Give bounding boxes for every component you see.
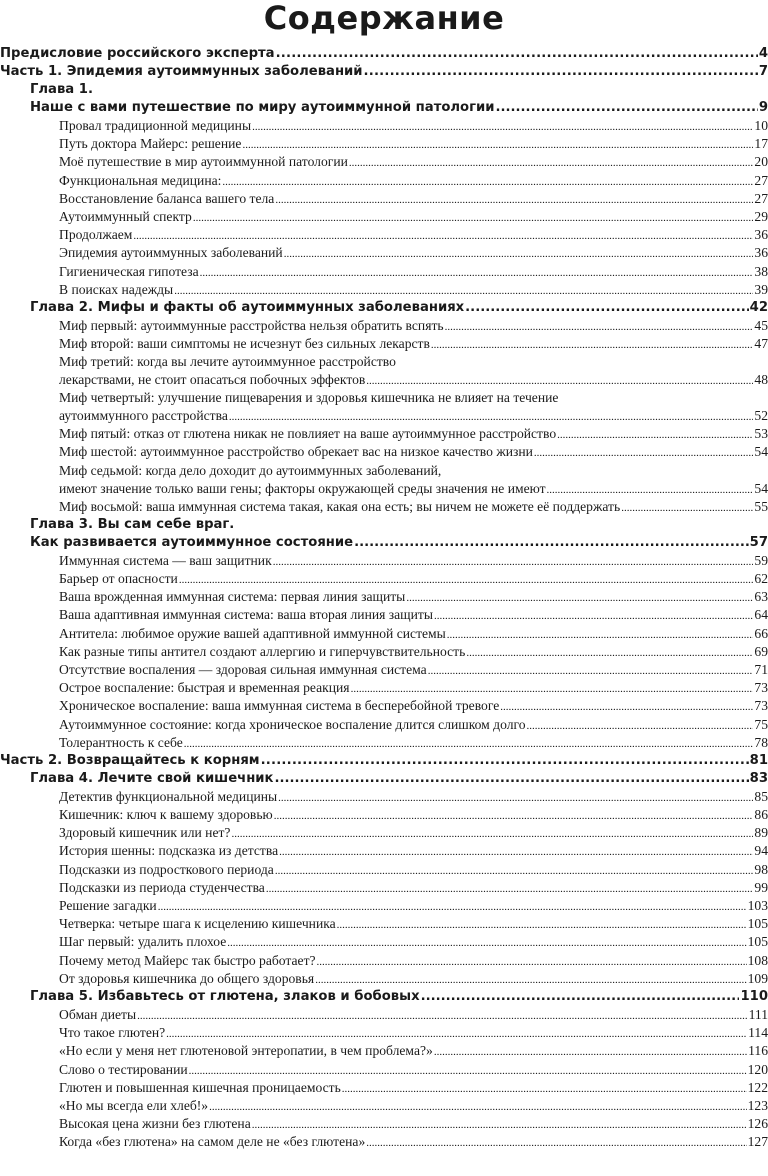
toc-entry-title: Предисловие российского эксперта <box>0 46 275 61</box>
toc-entry-page-number: 98 <box>754 861 768 877</box>
dot-leader <box>276 45 758 63</box>
dot-leader <box>242 136 753 153</box>
toc-entry-sec <box>0 226 768 244</box>
dot-leader <box>557 426 753 443</box>
dot-leader <box>166 1025 747 1042</box>
dot-leader <box>133 227 753 244</box>
toc-entry-title: Здоровый кишечник или нет? <box>59 825 231 841</box>
toc-entry-title: Моё путешествие в мир аутоиммунной патологии <box>59 154 348 170</box>
toc-entry-page-number: 42 <box>749 299 768 315</box>
dot-leader <box>354 534 749 552</box>
dot-leader <box>252 1116 747 1133</box>
toc-entry-part <box>0 45 768 63</box>
dot-leader <box>349 154 754 171</box>
toc-entry-page-number: 120 <box>747 1061 768 1077</box>
toc-entry-page-number: 27 <box>754 190 768 206</box>
dot-leader <box>275 770 749 788</box>
toc-entry-title: Путь доктора Майерс: решение <box>59 136 242 152</box>
toc-entry-page-number: 122 <box>747 1079 768 1095</box>
toc-entry-sec <box>0 462 768 498</box>
toc-entry-sec <box>0 208 768 226</box>
toc-entry-sec <box>0 153 768 171</box>
toc-entry-page-number: 10 <box>754 118 768 133</box>
toc-entry-title: Как развивается аутоиммунное состояние <box>30 534 354 550</box>
toc-entry-title: Ваша адаптивная иммунная система: ваша вторая линия защиты <box>59 607 433 623</box>
toc-entry-title: От здоровья кишечника до общего здоровья <box>59 970 315 986</box>
toc-entry-sec <box>0 1079 768 1097</box>
toc-entry-sec <box>0 317 768 335</box>
toc-entry-page-number: 83 <box>749 770 768 786</box>
toc-entry-page-number: 126 <box>747 1116 768 1132</box>
toc-entry-title: Что такое глютен? <box>59 1025 166 1041</box>
toc-entry-page-number: 73 <box>754 680 768 696</box>
toc-entry-title: Часть 1. Эпидемия аутоиммунных заболеваний <box>0 64 363 79</box>
dot-leader <box>434 1043 747 1060</box>
toc-entry-page-number: 114 <box>748 1025 768 1041</box>
toc-entry-sec <box>0 861 768 879</box>
dot-leader <box>406 589 753 606</box>
toc-entry-title: Хроническое воспаление: ваша иммунная система в бесперебойной тревоге <box>59 698 500 714</box>
toc-entry-first-line: Миф седьмой: когда дело доходит до аутоиммунных заболеваний, <box>59 462 442 478</box>
dot-leader <box>534 444 754 461</box>
toc-entry-sec <box>0 915 768 933</box>
toc-entry-title: Продолжаем <box>59 227 133 243</box>
toc-entry-page-number: 7 <box>758 64 768 79</box>
dot-leader <box>279 843 753 860</box>
toc-entry-page-number: 54 <box>754 444 768 460</box>
toc-entry-title: Детектив функциональной медицины <box>59 788 278 804</box>
toc-entry-page-number: 89 <box>754 825 768 841</box>
dot-leader <box>447 626 754 643</box>
dot-leader <box>421 988 740 1006</box>
dot-leader <box>496 99 758 117</box>
dot-leader <box>500 698 753 715</box>
toc-entry-page-number: 47 <box>754 336 768 352</box>
toc-entry-page-number: 86 <box>754 807 768 823</box>
toc-entry-first-line: Миф четвертый: улучшение пищеварения и здоровья кишечника не влияет на течение <box>59 390 559 406</box>
toc-entry-page-number: 48 <box>754 372 768 388</box>
toc-entry-page-number: 81 <box>749 752 768 768</box>
toc-entry-sec <box>0 498 768 516</box>
toc-entry-title: Провал традиционной медицины <box>59 118 252 133</box>
toc-entry-title: Четверка: четыре шага к исцелению кишечника <box>59 916 336 932</box>
toc-entry-sec <box>0 389 768 425</box>
toc-entry-page-number: 78 <box>754 734 768 750</box>
toc-entry-sec <box>0 933 768 951</box>
toc-entry-page-number: 4 <box>758 46 768 61</box>
toc-entry-title: Толерантность к себе <box>59 734 183 750</box>
toc-entry-title: Аутоиммунное состояние: когда хроническое воспаление длится слишком долго <box>59 716 526 732</box>
toc-entry-title: «Но мы всегда ели хлеб!» <box>59 1097 209 1113</box>
toc-entry-sec <box>0 425 768 443</box>
toc-entry-first-line: Миф третий: когда вы лечите аутоиммунное расстройство <box>59 354 396 370</box>
toc-entry-title: Миф пятый: отказ от глютена никак не повлияет на ваше аутоиммунное расстройство <box>59 426 557 442</box>
toc-entry-title: В поисках надежды <box>59 281 174 297</box>
toc-entry-page-number: 9 <box>758 100 768 115</box>
toc-entry-page-number: 62 <box>754 571 768 586</box>
toc-entry-sec <box>0 117 768 135</box>
dot-leader <box>342 1080 747 1097</box>
toc-entry-part <box>0 63 768 81</box>
toc-entry-page-number: 29 <box>754 208 768 224</box>
toc-entry-sec <box>0 552 768 570</box>
dot-leader <box>337 916 747 933</box>
toc-entry-page-number: 73 <box>754 698 768 714</box>
toc-entry-sec <box>0 1133 768 1151</box>
toc-entry-title: Миф шестой: аутоиммунное расстройство обрекает вас на низкое качество жизни <box>59 444 533 460</box>
toc-entry-part <box>0 752 768 770</box>
dot-leader <box>315 971 746 988</box>
toc-entry-page-number: 99 <box>754 879 768 895</box>
dot-leader <box>158 898 747 915</box>
toc-entry-title: Часть 2. Возвращайтесь к корням <box>0 752 260 768</box>
toc-entry-page-number: 110 <box>740 988 768 1004</box>
toc-entry-page-number: 94 <box>754 843 768 859</box>
dot-leader <box>278 789 753 806</box>
toc-entry-page-number: 45 <box>754 317 768 333</box>
dot-leader <box>317 953 747 970</box>
toc-entry-page-number: 17 <box>754 136 768 152</box>
toc-entry-title: Миф восьмой: ваша иммунная система такая, какая она есть; вы ничем не можете её поддержать <box>59 498 621 514</box>
dot-leader <box>466 644 753 661</box>
toc-entry-first-line: Глава 3. Вы сам себе враг. <box>30 516 235 532</box>
toc-entry-page-number: 57 <box>749 534 768 550</box>
toc-entry-title: Глютен и повышенная кишечная проницаемость <box>59 1079 341 1095</box>
toc-entry-sec <box>0 570 768 588</box>
dot-leader <box>184 735 754 752</box>
dot-leader <box>229 408 754 425</box>
dot-leader <box>137 1007 747 1024</box>
dot-leader <box>174 282 753 299</box>
table-of-contents <box>0 45 768 1151</box>
toc-entry-title: «Но если у меня нет глютеновой энтеропатии, в чем проблема?» <box>59 1043 433 1059</box>
page-title: Содержание <box>263 0 505 37</box>
toc-entry-sec <box>0 824 768 842</box>
toc-entry-chap <box>0 516 768 552</box>
toc-entry-title: Функциональная медицина: <box>59 172 222 188</box>
dot-leader <box>366 1134 746 1151</box>
toc-entry-title: Как разные типы антител создают аллергию и гиперчувствительность <box>59 643 466 659</box>
dot-leader <box>273 553 754 570</box>
toc-entry-title: Подсказки из подросткового периода <box>59 861 274 877</box>
toc-entry-page-number: 64 <box>754 607 768 623</box>
toc-entry-sec <box>0 679 768 697</box>
dot-leader <box>261 752 749 770</box>
toc-entry-page-number: 66 <box>754 625 768 641</box>
toc-entry-page-number: 54 <box>754 480 768 496</box>
toc-entry-title: Подсказки из периода студенчества <box>59 879 265 895</box>
toc-entry-title: Глава 5. Избавьтесь от глютена, злаков и бобовых <box>30 988 420 1004</box>
dot-leader <box>527 717 754 734</box>
toc-entry-sec <box>0 897 768 915</box>
toc-entry-title: Слово о тестировании <box>59 1061 188 1077</box>
toc-entry-sec <box>0 1024 768 1042</box>
dot-leader <box>274 807 754 824</box>
toc-entry-sec <box>0 661 768 679</box>
dot-leader <box>222 173 753 190</box>
toc-entry-sec <box>0 1042 768 1060</box>
toc-entry-sec <box>0 335 768 353</box>
toc-entry-sec <box>0 625 768 643</box>
toc-entry-sec <box>0 588 768 606</box>
toc-entry-sec <box>0 716 768 734</box>
toc-entry-sec <box>0 1006 768 1024</box>
dot-leader <box>431 336 754 353</box>
dot-leader <box>209 1098 747 1115</box>
toc-entry-chap <box>0 299 768 317</box>
toc-entry-sec <box>0 244 768 262</box>
dot-leader <box>252 118 753 135</box>
toc-entry-title: Решение загадки <box>59 898 157 913</box>
toc-entry-page-number: 108 <box>747 952 768 968</box>
toc-entry-page-number: 85 <box>754 788 768 804</box>
toc-entry-sec <box>0 1097 768 1115</box>
toc-entry-page-number: 59 <box>754 552 768 568</box>
toc-entry-title: Глава 2. Мифы и факты об аутоиммунных заболеваниях <box>30 299 465 315</box>
dot-leader <box>193 209 754 226</box>
toc-entry-page-number: 116 <box>748 1043 768 1059</box>
toc-entry-title: Ваша врожденная иммунная система: первая линия защиты <box>59 589 406 605</box>
toc-entry-title: Высокая цена жизни без глютена <box>59 1116 251 1132</box>
toc-entry-page-number: 111 <box>748 1006 768 1022</box>
toc-entry-sec <box>0 1061 768 1079</box>
toc-entry-title: Острое воспаление: быстрая и временная реакция <box>59 680 350 696</box>
toc-entry-page-number: 38 <box>754 263 768 279</box>
toc-entry-sec <box>0 281 768 299</box>
dot-leader <box>179 571 754 588</box>
toc-entry-title: имеют значение только ваши гены; факторы окружающей среды значения не имеют <box>59 480 546 496</box>
dot-leader <box>547 481 754 498</box>
toc-entry-title: История шенны: подсказка из детства <box>59 843 279 859</box>
toc-entry-sec <box>0 190 768 208</box>
toc-entry-sec <box>0 842 768 860</box>
toc-entry-page-number: 103 <box>747 898 768 913</box>
toc-entry-title: Миф первый: аутоиммунные расстройства нельзя обратить вспять <box>59 317 444 333</box>
toc-entry-sec <box>0 806 768 824</box>
dot-leader <box>366 372 753 389</box>
dot-leader <box>284 245 754 262</box>
toc-entry-title: Глава 4. Лечите свой кишечник <box>30 770 274 786</box>
dot-leader <box>200 264 754 281</box>
toc-entry-title: Гигиеническая гипотеза <box>59 263 199 279</box>
toc-entry-chap <box>0 770 768 788</box>
dot-leader <box>351 680 754 697</box>
toc-entry-page-number: 105 <box>747 934 768 950</box>
toc-entry-title: Обман диеты <box>59 1006 137 1022</box>
toc-entry-page-number: 109 <box>747 970 768 986</box>
toc-entry-sec <box>0 970 768 988</box>
toc-entry-title: Антитела: любимое оружие вашей адаптивной иммунной системы <box>59 625 446 641</box>
dot-leader <box>621 499 753 516</box>
toc-entry-chap <box>0 988 768 1006</box>
toc-entry-page-number: 127 <box>747 1134 768 1150</box>
toc-entry-title: Когда «без глютена» на самом деле не «без глютена» <box>59 1134 366 1150</box>
toc-entry-sec <box>0 1115 768 1133</box>
toc-entry-title: Аутоиммунный спектр <box>59 208 192 224</box>
toc-entry-page-number: 123 <box>747 1097 768 1113</box>
toc-entry-page-number: 55 <box>754 498 768 514</box>
dot-leader <box>231 825 753 842</box>
toc-entry-page-number: 36 <box>754 227 768 243</box>
toc-entry-page-number: 20 <box>754 154 768 170</box>
toc-entry-sec <box>0 443 768 461</box>
toc-entry-sec <box>0 643 768 661</box>
toc-entry-chap <box>0 81 768 117</box>
toc-entry-sec <box>0 263 768 281</box>
toc-entry-sec <box>0 172 768 190</box>
toc-entry-sec <box>0 788 768 806</box>
dot-leader <box>465 299 748 317</box>
toc-entry-page-number: 69 <box>754 643 768 659</box>
toc-entry-title: Отсутствие воспаления — здоровая сильная иммунная система <box>59 661 427 677</box>
toc-entry-page-number: 75 <box>754 716 768 732</box>
toc-entry-title: Эпидемия аутоиммунных заболеваний <box>59 245 283 261</box>
toc-entry-first-line: Глава 1. <box>30 82 93 97</box>
toc-entry-page-number: 36 <box>754 245 768 261</box>
dot-leader <box>364 63 758 81</box>
toc-entry-title: аутоиммунного расстройства <box>59 408 228 424</box>
toc-entry-title: Барьер от опасности <box>59 571 178 586</box>
dot-leader <box>189 1062 747 1079</box>
toc-entry-sec <box>0 879 768 897</box>
toc-entry-title: Миф второй: ваши симптомы не исчезнут без сильных лекарств <box>59 336 430 352</box>
toc-entry-title: Восстановление баланса вашего тела <box>59 190 275 206</box>
toc-entry-sec <box>0 734 768 752</box>
toc-entry-title: лекарствами, не стоит опасаться побочных эффектов <box>59 372 366 388</box>
toc-entry-sec <box>0 135 768 153</box>
toc-entry-title: Шаг первый: удалить плохое <box>59 934 227 950</box>
toc-entry-sec <box>0 952 768 970</box>
toc-entry-sec <box>0 353 768 389</box>
dot-leader <box>275 191 753 208</box>
dot-leader <box>266 880 754 897</box>
toc-entry-title: Иммунная система — ваш защитник <box>59 552 272 568</box>
dot-leader <box>275 862 754 879</box>
toc-entry-title: Наше с вами путешествие по миру аутоиммунной патологии <box>30 100 495 115</box>
toc-entry-page-number: 63 <box>754 589 768 605</box>
toc-entry-page-number: 39 <box>754 281 768 297</box>
toc-entry-page-number: 53 <box>754 426 768 442</box>
toc-entry-page-number: 71 <box>754 661 768 677</box>
toc-entry-page-number: 105 <box>747 916 768 932</box>
dot-leader <box>227 934 746 951</box>
dot-leader <box>445 318 754 335</box>
toc-entry-title: Кишечник: ключ к вашему здоровью <box>59 807 273 823</box>
toc-entry-sec <box>0 606 768 624</box>
dot-leader <box>434 607 753 624</box>
toc-entry-page-number: 52 <box>754 408 768 424</box>
toc-entry-title: Почему метод Майерс так быстро работает? <box>59 952 316 968</box>
toc-entry-sec <box>0 697 768 715</box>
dot-leader <box>428 662 754 679</box>
toc-entry-page-number: 27 <box>754 172 768 188</box>
